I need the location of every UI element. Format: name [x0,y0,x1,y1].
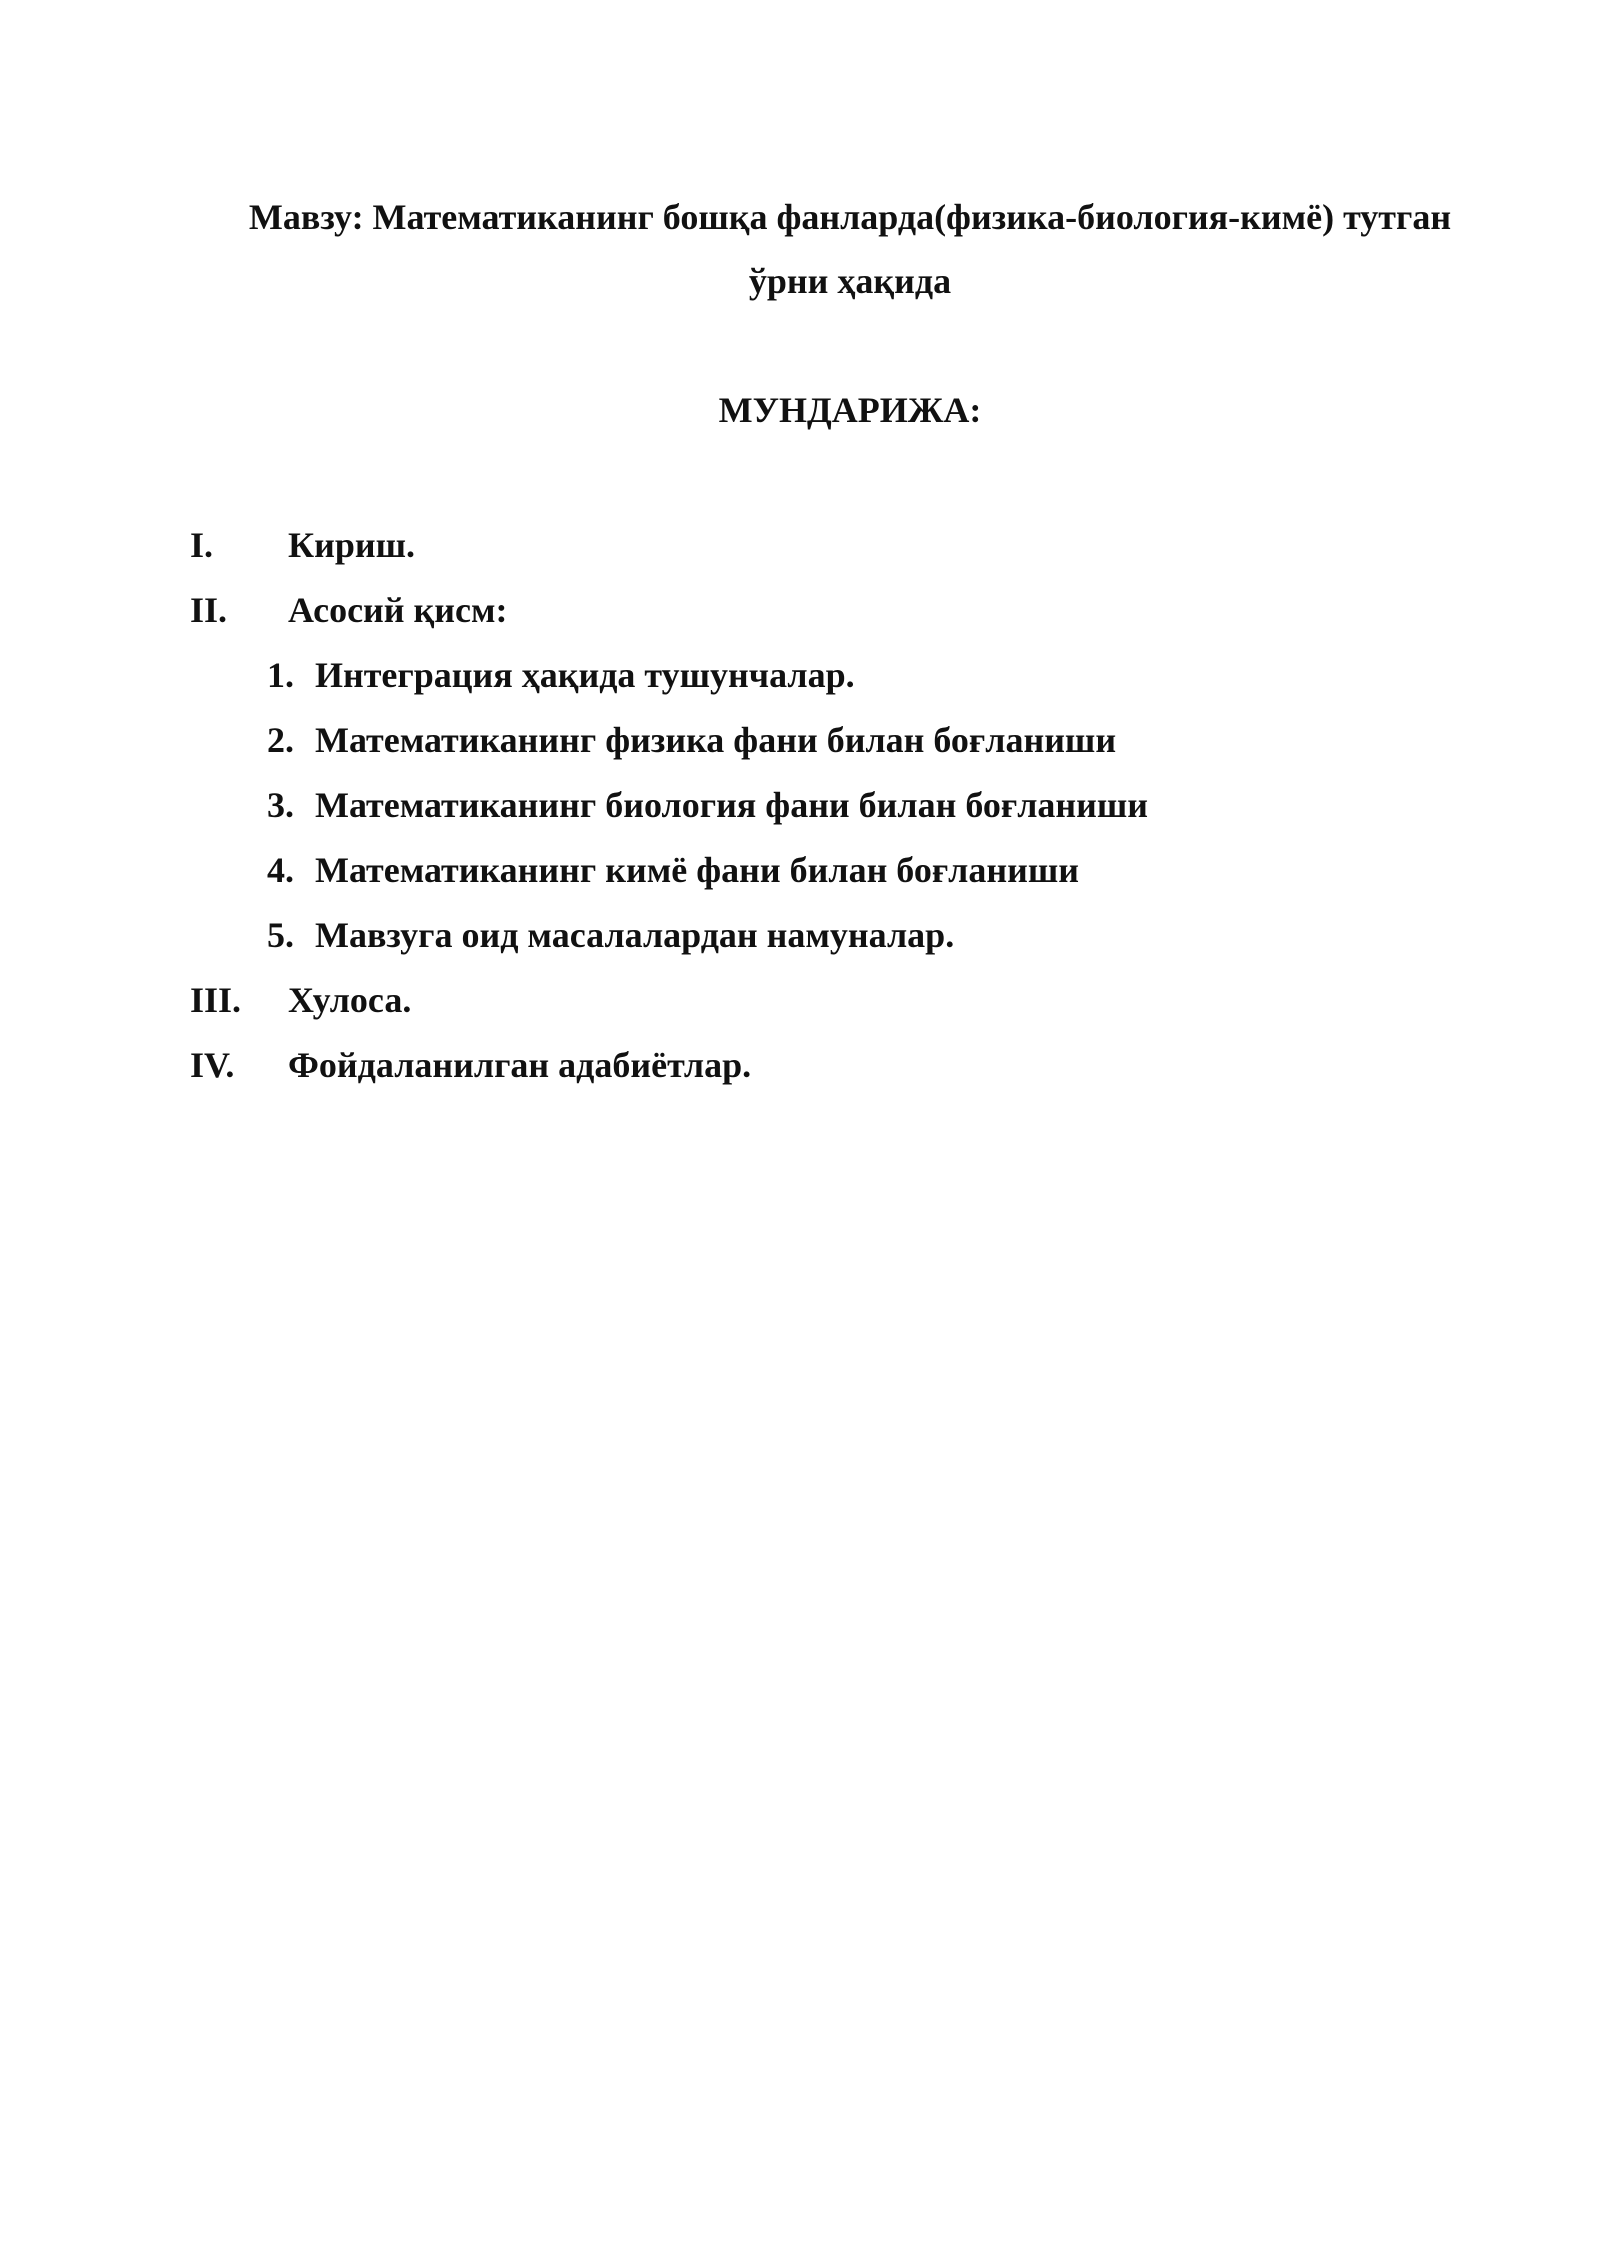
toc-subitem-text: Математиканинг кимё фани билан боғланиши [315,850,1079,890]
toc-subitem-number: 5. [267,915,294,955]
toc-item-text: Асосий қисм: [288,590,508,630]
toc-subitem-number: 2. [267,720,294,760]
toc-subitem-number: 1. [267,655,294,695]
title-line-1: Мавзу: Математиканинг бошқа фанларда(физика-биология-кимё) тутган [248,197,1452,237]
toc-heading: МУНДАРИЖА: [718,390,982,430]
toc-subitem-number: 4. [267,850,294,890]
toc-subitem-text: Мавзуга оид масалалардан намуналар. [315,915,955,955]
toc-item-number: IV. [190,1045,235,1085]
toc-subitem-text: Интеграция ҳақида тушунчалар. [315,655,855,695]
toc-item-text: Фойдаланилган адабиётлар. [288,1045,752,1085]
toc-subitem-text: Математиканинг биология фани билан боғланиши [315,785,1149,825]
toc-subitem-number: 3. [267,785,294,825]
toc-subitem-text: Математиканинг физика фани билан боғланиши [315,720,1117,760]
toc-item-number: I. [190,525,214,565]
toc-item-number: III. [190,980,242,1020]
title-line-2: ўрни ҳақида [748,261,952,301]
toc-item-text: Хулоса. [288,980,412,1020]
toc-item-text: Кириш. [288,525,416,565]
toc-item-number: II. [190,590,228,630]
